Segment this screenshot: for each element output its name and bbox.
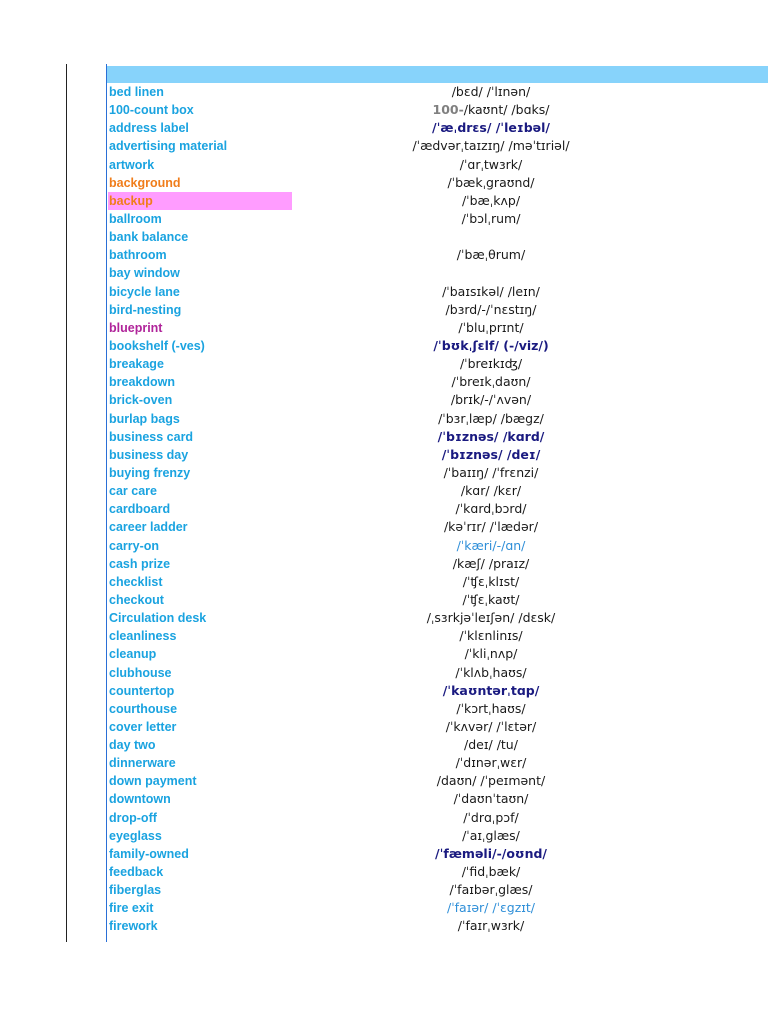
term-label: advertising material: [109, 139, 228, 154]
vocabulary-row: [108, 609, 768, 627]
term-label: fiberglas: [109, 883, 162, 898]
ipa-transcription: /daʊn/ /ˈpeɪmənt/: [436, 773, 546, 789]
term-label: dinnerware: [109, 756, 176, 771]
vocabulary-row: [108, 555, 768, 573]
ipa-prefix: 100-: [432, 102, 464, 118]
ipa-text: /kaʊnt/ /bɑks/: [463, 102, 550, 118]
ipa-transcription: /deɪ/ /tu/: [464, 737, 518, 753]
ipa-transcription: /bɛd/ /ˈlɪnən/: [451, 84, 531, 99]
term-label: business day: [109, 447, 189, 462]
vocabulary-row: [108, 700, 768, 718]
ipa-transcription: /kæʃ/ /praɪz/: [452, 555, 530, 571]
term-label: career ladder: [109, 520, 188, 535]
term-label: bookshelf (-ves): [109, 338, 205, 353]
ipa-transcription: /ˈfæməli/-/oʊnd/: [435, 845, 547, 861]
ipa-transcription: /ˈkaʊntərˌtɑp/: [442, 682, 540, 698]
term-label: carry-on: [109, 538, 160, 553]
term-label: brick-oven: [109, 393, 173, 408]
ipa-transcription: /ˈkæri/-/ɑn/: [456, 537, 526, 553]
term-label: business card: [109, 429, 194, 444]
term-label: clubhouse: [109, 665, 172, 680]
header-band: [107, 66, 768, 83]
vocabulary-row: [108, 156, 768, 174]
vocabulary-row: [108, 355, 768, 373]
vocabulary-row: [108, 645, 768, 663]
ipa-transcription: /ˈbluˌprɪnt/: [458, 319, 524, 335]
ipa-transcription: /ˈæˌdrɛs/ /ˈleɪbəl/: [432, 120, 550, 136]
term-label: backup: [108, 192, 292, 210]
term-label: ballroom: [109, 211, 162, 226]
term-label: cover letter: [109, 719, 177, 734]
ipa-transcription: /ˈbaɪɪŋ/ /ˈfrɛnzi/: [443, 464, 539, 480]
vocabulary-row: [108, 101, 768, 119]
term-label: fire exit: [109, 901, 154, 916]
vocabulary-row: [108, 863, 768, 881]
vocabulary-row: [108, 827, 768, 845]
vocabulary-row: [108, 210, 768, 228]
ipa-transcription: /ˈbɪznəs/ /kɑrd/: [437, 428, 545, 444]
vocabulary-row: [108, 246, 768, 264]
vocabulary-row: [108, 410, 768, 428]
vocabulary-row: [108, 591, 768, 609]
ipa-transcription: /kɑr/ /kɛr/: [460, 483, 522, 499]
ipa-transcription: [391, 101, 591, 119]
ipa-transcription: /ˈbreɪkˌdaʊn/: [451, 374, 531, 390]
term-label: 100-count box: [109, 103, 194, 118]
vocabulary-row: [108, 337, 768, 355]
ipa-transcription: /ˈaɪˌglæs/: [462, 827, 520, 843]
ipa-transcription: /ˈbɔlˌrum/: [461, 210, 521, 226]
ipa-transcription: /ˈfaɪbərˌglæs/: [449, 882, 533, 898]
vocabulary-row: [108, 790, 768, 808]
term-label: cleanup: [109, 647, 157, 662]
term-label: cleanliness: [109, 629, 177, 644]
term-label: cash prize: [109, 556, 171, 571]
term-label: checklist: [109, 574, 163, 589]
term-label: day two: [109, 738, 156, 753]
vocabulary-row: [108, 573, 768, 591]
ipa-transcription: /ˈfidˌbæk/: [461, 864, 521, 880]
ipa-transcription: /ˈbɪznəs/ /deɪ/: [441, 446, 541, 462]
vocabulary-row: [108, 881, 768, 899]
vocabulary-row: [108, 119, 768, 137]
vocabulary-row: [108, 518, 768, 536]
ipa-transcription: /ˈbʊkˌʃɛlf/ (-/viz/): [433, 337, 549, 353]
vocabulary-row: [108, 228, 768, 246]
vocabulary-row: [108, 391, 768, 409]
term-label: bank balance: [109, 230, 189, 245]
ipa-transcription: /ˈɑrˌtwɜrk/: [459, 156, 523, 172]
term-label: car care: [109, 484, 157, 499]
vocabulary-row: [108, 809, 768, 827]
vocabulary-row: [108, 682, 768, 700]
vocabulary-row: [108, 264, 768, 282]
term-label: address label: [109, 121, 189, 136]
term-label: blueprint: [109, 320, 163, 335]
ipa-transcription: /ˈdɪnərˌwɛr/: [455, 755, 527, 771]
ipa-transcription: /ˈklʌbˌhaʊs/: [455, 664, 527, 680]
term-label: courthouse: [109, 701, 178, 716]
ipa-transcription: /ˈbɜrˌlæp/ /bægz/: [438, 410, 544, 426]
vocabulary-row: [108, 446, 768, 464]
ipa-transcription: /ˈkɔrtˌhaʊs/: [456, 700, 526, 716]
vocabulary-row: [108, 482, 768, 500]
ipa-transcription: /ˈdaʊnˈtaʊn/: [453, 791, 529, 807]
outer-margin-rule: [66, 64, 67, 942]
ipa-transcription: /ˈbækˌgraʊnd/: [447, 174, 535, 190]
term-label: eyeglass: [109, 828, 162, 843]
vocabulary-row: [108, 174, 768, 192]
vocabulary-row: [108, 464, 768, 482]
term-label: drop-off: [109, 810, 157, 825]
vocabulary-row: [108, 192, 768, 210]
ipa-transcription: /ˈædvərˌtaɪzɪŋ/ /məˈtɪriəl/: [412, 138, 570, 154]
ipa-transcription: /ˈkʌvər/ /ˈlɛtər/: [445, 718, 537, 734]
ipa-transcription: /ˈbæˌθrum/: [456, 247, 526, 263]
term-label: bay window: [109, 266, 180, 281]
ipa-transcription: /ˈkɑrdˌbɔrd/: [455, 501, 527, 517]
vocabulary-row: [108, 500, 768, 518]
term-label: checkout: [109, 592, 164, 607]
term-label: Circulation desk: [109, 611, 207, 626]
term-label: bicycle lane: [109, 284, 180, 299]
term-label: firework: [109, 919, 158, 934]
vocabulary-row: [108, 899, 768, 917]
ipa-transcription: /ˈfaɪər/ /ˈɛgzɪt/: [446, 900, 536, 916]
term-label: bird-nesting: [109, 302, 182, 317]
ipa-transcription: /brɪk/-/ˈʌvən/: [450, 392, 532, 408]
vocabulary-row: [108, 283, 768, 301]
vocabulary-row: [108, 917, 768, 935]
vocabulary-row: [108, 664, 768, 682]
term-label: buying frenzy: [109, 465, 191, 480]
term-label: downtown: [109, 792, 171, 807]
vocabulary-row: [108, 718, 768, 736]
term-label: countertop: [109, 683, 175, 698]
ipa-transcription: /kəˈrɪr/ /ˈlædər/: [443, 519, 539, 535]
ipa-transcription: /ˈbaɪsɪkəl/ /leɪn/: [442, 283, 540, 299]
term-label: cardboard: [109, 502, 171, 517]
vocabulary-row: [108, 772, 768, 790]
vocabulary-row: [108, 736, 768, 754]
ipa-transcription: /ˈʧɛˌklɪst/: [462, 573, 520, 589]
ipa-transcription: /ˈdrɑˌpɔf/: [463, 809, 519, 825]
vocabulary-list: [108, 83, 768, 936]
term-label: family-owned: [109, 846, 189, 861]
ipa-transcription: /ˈʧɛˌkaʊt/: [462, 591, 520, 607]
vocabulary-row: [108, 373, 768, 391]
vocabulary-row: [108, 137, 768, 155]
term-label: background: [109, 175, 181, 190]
term-label: artwork: [109, 157, 155, 172]
ipa-transcription: /ˈklɛnlinɪs/: [459, 628, 523, 644]
vocabulary-row: [108, 537, 768, 555]
term-label: breakdown: [109, 375, 175, 390]
ipa-transcription: /ˌsɜrkjəˈleɪʃən/ /dɛsk/: [426, 610, 556, 626]
term-label: down payment: [109, 774, 197, 789]
term-label: feedback: [109, 865, 164, 880]
vocabulary-row: [108, 845, 768, 863]
ipa-transcription: /bɜrd/-/ˈnɛstɪŋ/: [445, 301, 537, 317]
vocabulary-row: [108, 627, 768, 645]
vocabulary-row: [108, 428, 768, 446]
column-divider-rule: [106, 64, 107, 942]
ipa-transcription: /ˈfaɪrˌwɜrk/: [457, 918, 525, 934]
vocabulary-row: [108, 301, 768, 319]
ipa-transcription: /ˈbæˌkʌp/: [461, 192, 521, 208]
term-label: bed linen: [109, 85, 164, 99]
term-label: breakage: [109, 357, 164, 372]
ipa-transcription: /ˈbreɪkɪʤ/: [459, 356, 523, 372]
term-label: burlap bags: [109, 411, 180, 426]
ipa-transcription: /ˈkliˌnʌp/: [464, 646, 518, 662]
term-label: bathroom: [109, 248, 167, 263]
vocabulary-row: [108, 319, 768, 337]
vocabulary-row: [108, 83, 768, 101]
vocabulary-row: [108, 754, 768, 772]
